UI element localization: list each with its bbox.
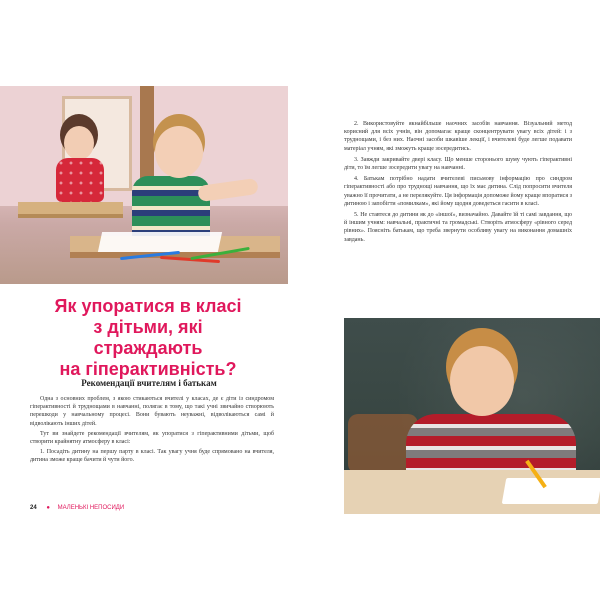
paragraph: Тут ви знайдете рекомендації вчителям, як упоратися з гіперактивними дітьми, щоб створити крайнятну атмосферу в класі: [30,430,274,446]
paragraph: 1. Посадіть дитину на першу парту в класі. Так увагу учня буде спрямовано на вчителя, дитина зможе краще бачити й чути його. [30,449,274,464]
boy-at-desk-photo [344,318,600,514]
paragraph: 5. Не ставтеся до дитини як до «іншої», визначайно. Давайте їй ті самі завдання, що й іншим учням: навчальні, практичні та громадські. Створіть атмосферу «рівного серед рівних». Поясніть батькам, що треба звернути особливу увагу на виконання домашніх завдань. [344,212,572,243]
photo-notebook [502,478,600,504]
footer-bullet-icon: ● [46,505,50,511]
photo-boy-head [155,126,203,178]
photo-girl-dots [56,158,104,202]
photo-desk-back [18,202,123,218]
page-number: 24 [30,505,37,511]
article-title-line: на гіперактивність? [59,359,237,379]
classroom-photo [0,86,288,284]
paragraph: 2. Використовуйте якнайбільше наочних засобів навчання. Візуальний метод корисний для всіх учнів, він допомагає краще сконцентрувати увагу всіх дітей: і з труднощами, і без них. Наочні засоби шкавіше лекції, і вчителеві буде легше подавати матеріал учням, які зможуть краще зосередитись. [344,121,572,152]
magazine-name: МАЛЕНЬКІ НЕПОСИДИ [57,505,125,511]
left-body-text [30,395,274,467]
paragraph: 3. Завжди закривайте двері класу. Що менше сторонього шуму чують гіперактивні діти, то їм легше зосередити увагу на навчанні. [344,156,572,172]
photo-girl-head [64,126,94,160]
article-subheading: Рекомендації вчителям і батькам [81,378,217,388]
article-title [48,296,248,380]
right-body-text [344,120,572,247]
paragraph: Одна з основних проблем, з якою стикаються вчителі у класах, де є діти із синдромом гіперактивності й труднощами в навчанні, полягає в тому, що такі учні звичайно створюють перешкоди у навчальному процесі. Вони бувають неуважні, відволікаються самі й відволікають інших дітей. [30,396,274,427]
paragraph: 4. Батькам потрібно надати вчителеві письмову інформацію про синдром гіперактивності або про труднощі навчання, що їх має дитина. Слід попросити вчителя уважно її прочитати, а не перелякуйте. Ця інформація допоможе йому краще впоратися з дитиною і запобігти «помилкам», які йому щодня доведеться гасити в класі. [344,176,572,207]
article-title-line: Як упоратися в класі [54,296,242,316]
photo-paper [98,232,222,252]
page-footer [30,505,124,511]
photo-kid-head [450,346,514,416]
article-title-line: з дітьми, які страждають [93,317,203,358]
